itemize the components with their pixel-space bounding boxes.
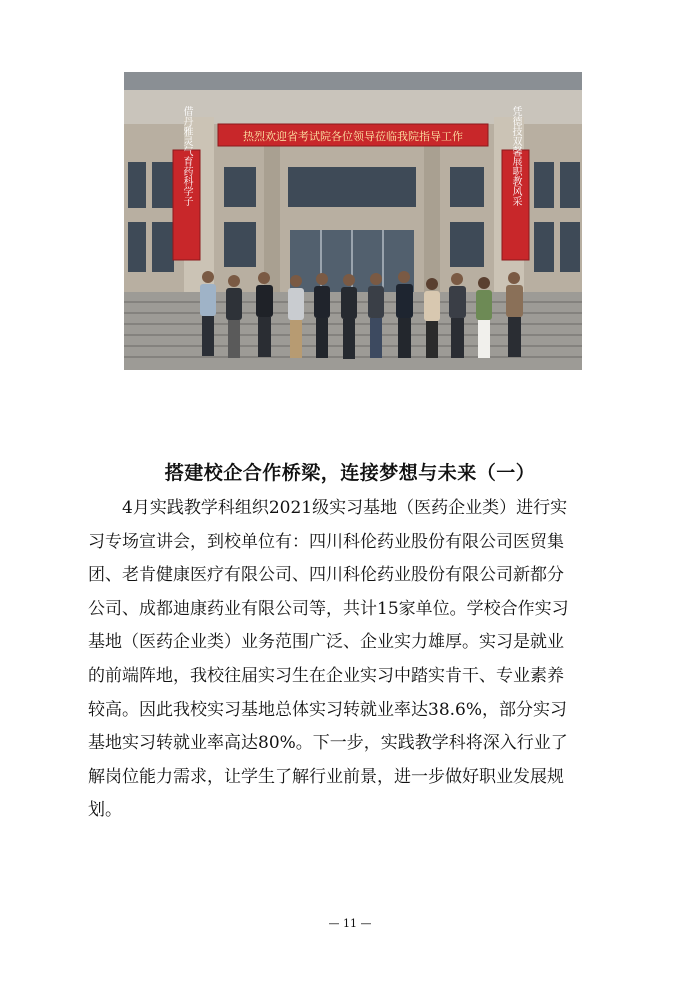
- body-line-9: 解岗位能力需求，让学生了解行业前景，进一步做好职业发展规: [88, 766, 564, 787]
- body-line-6: 的前端阵地，我校往届实习生在企业实习中踏实肯干、专业素养: [88, 665, 564, 686]
- body-line-4: 公司、成都迪康药业有限公司等，共计15家单位。学校合作实习: [88, 598, 569, 619]
- welcome-banner: [218, 124, 488, 146]
- body-line-3: 团、老肯健康医疗有限公司、四川科伦药业股份有限公司新都分: [88, 565, 564, 586]
- article-body: [88, 492, 616, 828]
- article-title: 搭建校企合作桥梁，连接梦想与未来（一）: [164, 462, 536, 484]
- campus-group-photo: [124, 72, 582, 370]
- left-couplet-text: 借丹雅灵气育药科学子: [181, 106, 192, 206]
- banner-text: 热烈欢迎省考试院各位领导莅临我院指导工作: [243, 130, 463, 143]
- body-line-5: 基地（医药企业类）业务范围广泛、企业实力雄厚。实习是就业: [88, 632, 564, 653]
- body-line-1: 4月实践教学科组织2021级实习基地（医药企业类）进行实: [122, 498, 568, 518]
- right-couplet-text: 凭德技双馨展职教风采: [510, 106, 521, 206]
- page-number: — 11 —: [328, 917, 372, 930]
- body-line-8: 基地实习转就业率高达80%。下一步，实践教学科将深入行业了: [88, 733, 568, 754]
- body-line-10: 划。: [88, 800, 122, 821]
- body-line-7: 较高。因此我校实习基地总体实习转就业率达38.6%，部分实习: [88, 699, 568, 720]
- body-line-2: 习专场宣讲会，到校单位有：四川科伦药业股份有限公司医贸集: [88, 531, 564, 552]
